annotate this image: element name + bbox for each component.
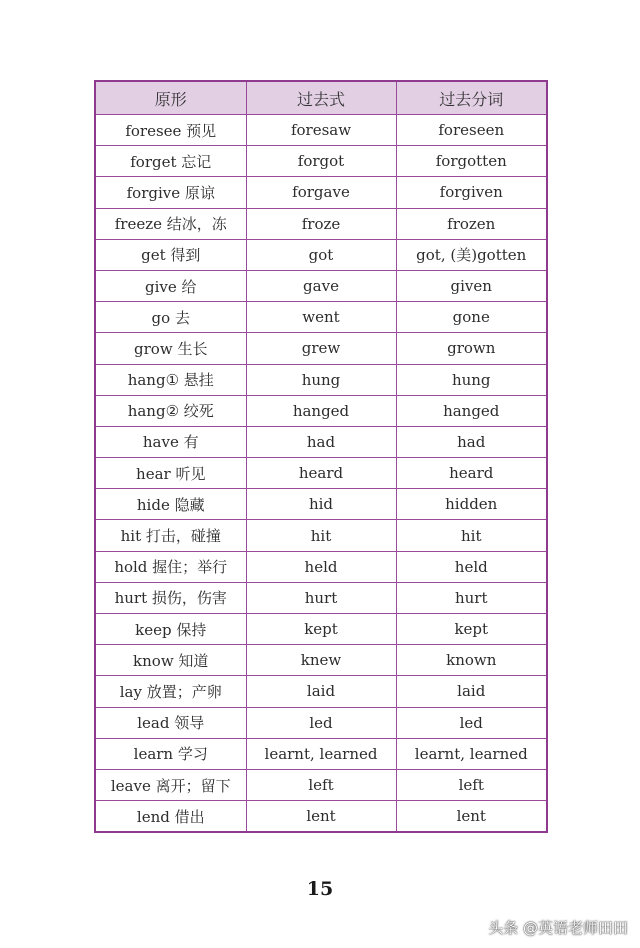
cell-base-form: leave 离开；留下	[95, 769, 246, 800]
table-row	[95, 520, 547, 551]
cell-base-form: hold 握住；举行	[95, 551, 246, 582]
cell-past-participle: foreseen	[396, 115, 547, 146]
cell-past-participle: hit	[396, 520, 547, 551]
cell-past-tense: hid	[246, 489, 396, 520]
verb-forms-table	[94, 80, 548, 833]
table-row	[95, 364, 547, 395]
cell-past-participle: led	[396, 707, 547, 738]
cell-past-tense: knew	[246, 645, 396, 676]
cell-past-participle: laid	[396, 676, 547, 707]
cell-past-tense: grew	[246, 333, 396, 364]
cell-past-tense: gave	[246, 270, 396, 301]
cell-past-participle: heard	[396, 458, 547, 489]
cell-past-tense: had	[246, 426, 396, 457]
cell-base-form: hurt 损伤，伤害	[95, 582, 246, 613]
table-row	[95, 395, 547, 426]
cell-past-tense: hung	[246, 364, 396, 395]
cell-base-form: hide 隐藏	[95, 489, 246, 520]
cell-past-tense: laid	[246, 676, 396, 707]
cell-past-participle: gone	[396, 302, 547, 333]
cell-past-tense: hit	[246, 520, 396, 551]
table-row	[95, 551, 547, 582]
cell-past-tense: learnt, learned	[246, 738, 396, 769]
watermark: 头条 @英语老师田田	[488, 919, 628, 937]
cell-past-participle: lent	[396, 801, 547, 833]
table-body	[95, 115, 547, 833]
table-row	[95, 582, 547, 613]
cell-base-form: hear 听见	[95, 458, 246, 489]
cell-past-participle: grown	[396, 333, 547, 364]
table-row	[95, 676, 547, 707]
cell-past-tense: forgot	[246, 146, 396, 177]
cell-base-form: hit 打击，碰撞	[95, 520, 246, 551]
cell-past-participle: got, (美)gotten	[396, 239, 547, 270]
cell-past-tense: got	[246, 239, 396, 270]
cell-base-form: forgive 原谅	[95, 177, 246, 208]
cell-base-form: give 给	[95, 270, 246, 301]
cell-past-tense: hanged	[246, 395, 396, 426]
cell-past-tense: left	[246, 769, 396, 800]
cell-past-participle: hidden	[396, 489, 547, 520]
table-row	[95, 239, 547, 270]
header-past-participle: 过去分词	[396, 81, 547, 115]
table-row	[95, 738, 547, 769]
table-row	[95, 458, 547, 489]
cell-base-form: lend 借出	[95, 801, 246, 833]
cell-base-form: know 知道	[95, 645, 246, 676]
cell-base-form: freeze 结冰，冻	[95, 208, 246, 239]
table-row	[95, 489, 547, 520]
cell-base-form: foresee 预见	[95, 115, 246, 146]
cell-past-participle: learnt, learned	[396, 738, 547, 769]
cell-past-tense: froze	[246, 208, 396, 239]
cell-past-participle: hung	[396, 364, 547, 395]
cell-past-participle: left	[396, 769, 547, 800]
cell-base-form: keep 保持	[95, 614, 246, 645]
table-row	[95, 115, 547, 146]
cell-base-form: have 有	[95, 426, 246, 457]
cell-past-tense: went	[246, 302, 396, 333]
cell-past-participle: held	[396, 551, 547, 582]
cell-past-tense: kept	[246, 614, 396, 645]
table-row	[95, 769, 547, 800]
table-row	[95, 645, 547, 676]
page-number: 15	[306, 878, 334, 900]
cell-past-participle: frozen	[396, 208, 547, 239]
cell-past-participle: hurt	[396, 582, 547, 613]
cell-past-tense: lent	[246, 801, 396, 833]
cell-base-form: learn 学习	[95, 738, 246, 769]
cell-past-participle: kept	[396, 614, 547, 645]
cell-base-form: hang① 悬挂	[95, 364, 246, 395]
cell-base-form: grow 生长	[95, 333, 246, 364]
header-past-tense: 过去式	[246, 81, 396, 115]
table-row	[95, 707, 547, 738]
cell-past-tense: foresaw	[246, 115, 396, 146]
table-row	[95, 208, 547, 239]
cell-past-participle: known	[396, 645, 547, 676]
cell-past-participle: forgiven	[396, 177, 547, 208]
cell-past-participle: hanged	[396, 395, 547, 426]
cell-past-tense: hurt	[246, 582, 396, 613]
cell-past-tense: held	[246, 551, 396, 582]
table-row	[95, 614, 547, 645]
table-row	[95, 426, 547, 457]
table-row	[95, 801, 547, 833]
table-row	[95, 302, 547, 333]
header-base-form: 原形	[95, 81, 246, 115]
cell-base-form: lead 领导	[95, 707, 246, 738]
cell-base-form: forget 忘记	[95, 146, 246, 177]
cell-past-tense: led	[246, 707, 396, 738]
table-row	[95, 177, 547, 208]
cell-past-tense: heard	[246, 458, 396, 489]
cell-base-form: go 去	[95, 302, 246, 333]
table-row	[95, 270, 547, 301]
cell-base-form: get 得到	[95, 239, 246, 270]
cell-past-participle: forgotten	[396, 146, 547, 177]
table-row	[95, 146, 547, 177]
cell-past-participle: had	[396, 426, 547, 457]
cell-past-participle: given	[396, 270, 547, 301]
table-row	[95, 333, 547, 364]
table-header-row	[95, 81, 547, 115]
cell-past-tense: forgave	[246, 177, 396, 208]
cell-base-form: lay 放置；产卵	[95, 676, 246, 707]
cell-base-form: hang② 绞死	[95, 395, 246, 426]
